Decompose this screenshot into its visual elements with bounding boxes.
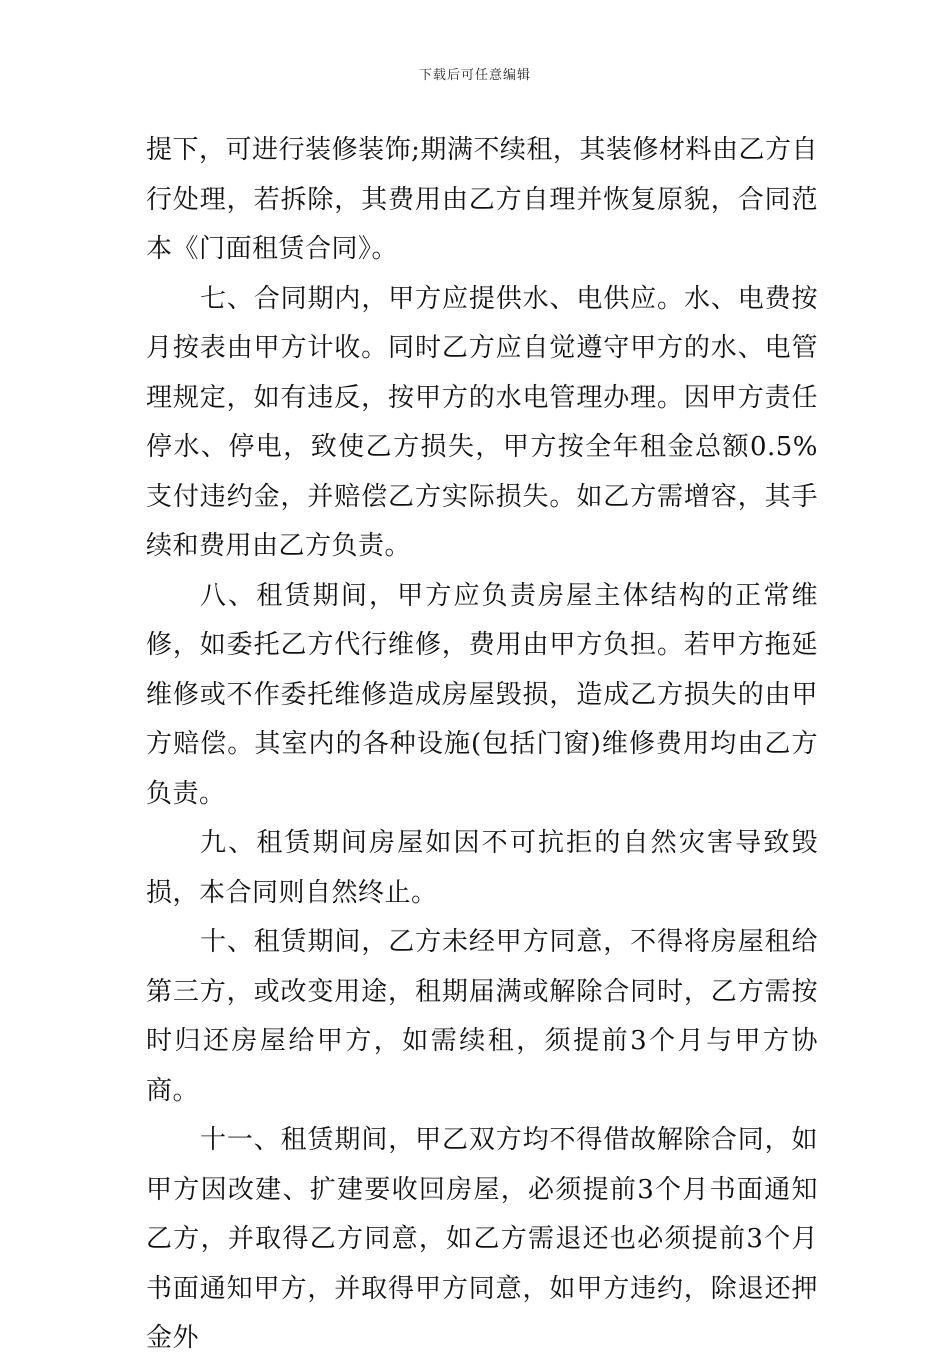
paragraph-clause-10: 十、租赁期间，乙方未经甲方同意，不得将房屋租给第三方，或改变用途，租期届满或解除合同时，乙方需按时归还房屋给甲方，如需续租，须提前3个月与甲方协商。: [146, 927, 818, 1106]
paragraph-clause-9: 九、租赁期间房屋如因不可抗拒的自然灾害导致毁损，本合同则自然终止。: [146, 828, 818, 908]
paragraph-clause-7: 七、合同期内，甲方应提供水、电供应。水、电费按月按表由甲方计收。同时乙方应自觉遵守甲方的水、电管理规定，如有违反，按甲方的水电管理办理。因甲方责任停水、停电，致使乙方损失，甲方按全年租金总额0.5%支付违约金，并赔偿乙方实际损失。如乙方需增容，其手续和费用由乙方负责。: [146, 283, 818, 561]
paragraph-continuation: 提下，可进行装修装饰;期满不续租，其装修材料由乙方自行处理，若拆除，其费用由乙方自理并恢复原貌，合同范本《门面租赁合同》。: [146, 135, 818, 264]
paragraph-clause-11: 十一、租赁期间，甲乙双方均不得借故解除合同，如甲方因改建、扩建要收回房屋，必须提前3个月书面通知乙方，并取得乙方同意，如乙方需退还也必须提前3个月书面通知甲方，并取得甲方同意，如甲方违约，除退还押金外: [146, 1125, 818, 1353]
paragraph-clause-8: 八、租赁期间，甲方应负责房屋主体结构的正常维修，如委托乙方代行维修，费用由甲方负担。若甲方拖延维修或不作委托维修造成房屋毁损，造成乙方损失的由甲方赔偿。其室内的各种设施(包括门窗)维修费用均由乙方负责。: [146, 580, 818, 809]
document-body: [146, 126, 818, 1364]
header-note: 下载后可任意编辑: [418, 68, 531, 83]
